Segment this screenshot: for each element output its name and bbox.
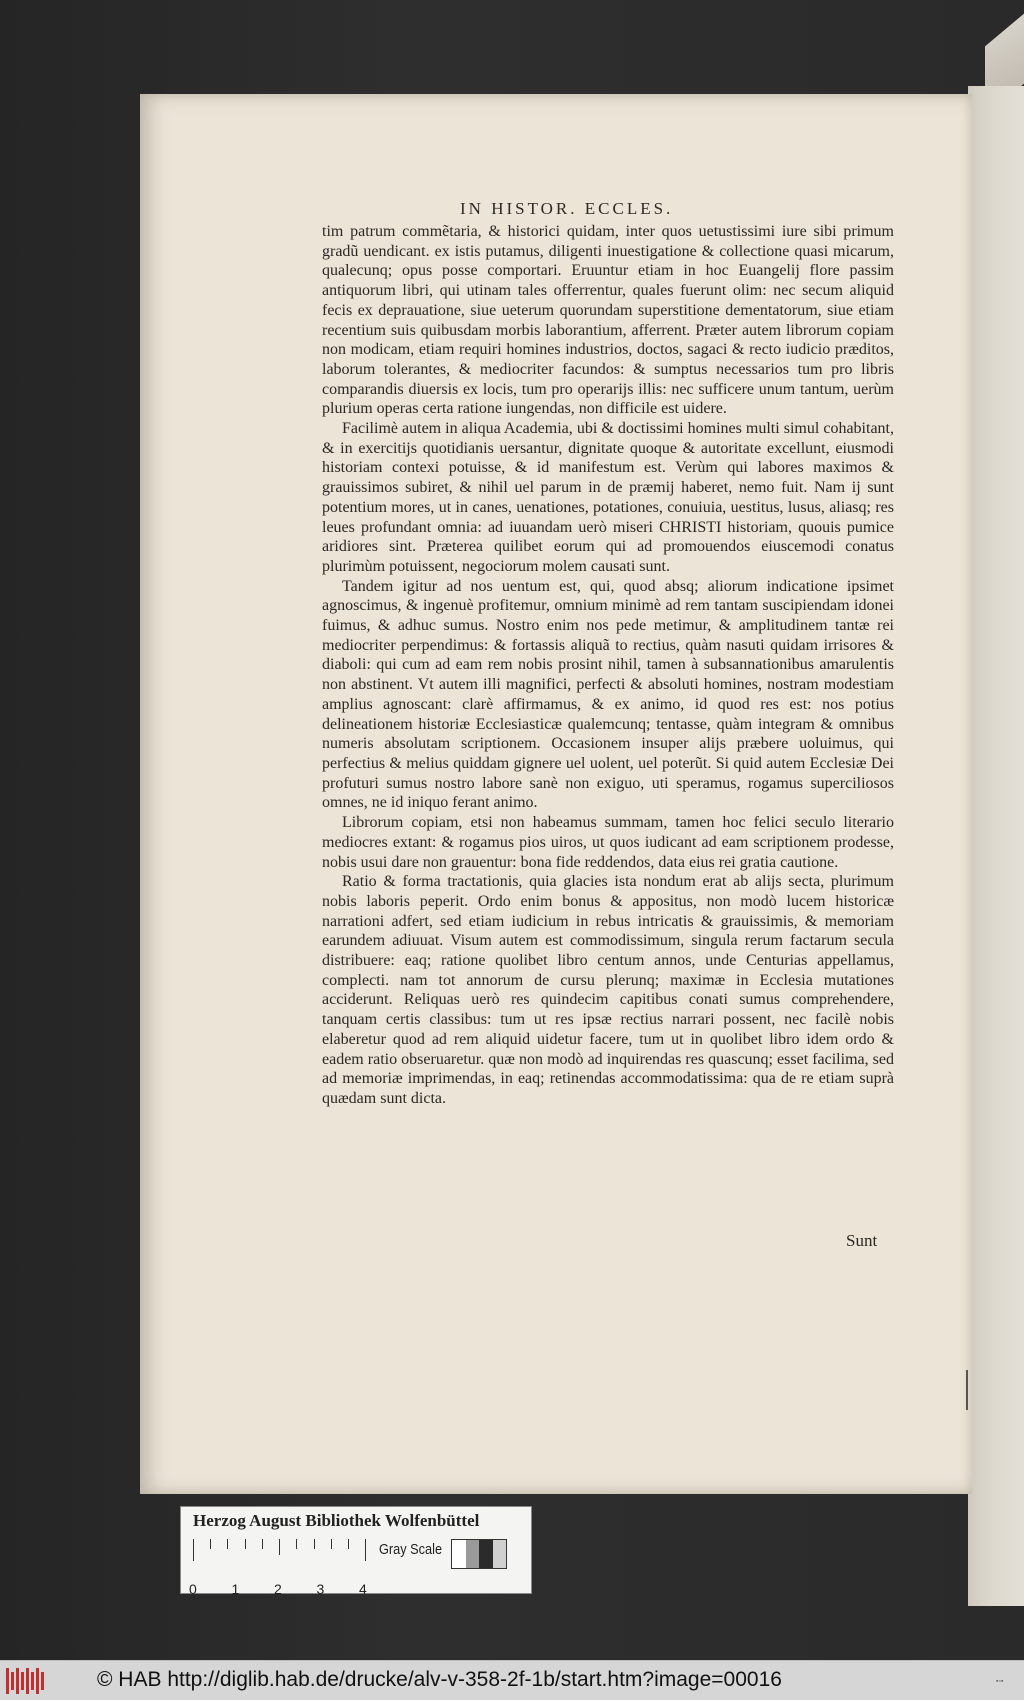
card-title: Herzog August Bibliothek Wolfenbüttel bbox=[193, 1511, 480, 1530]
gray-scale-label: Gray Scale bbox=[379, 1541, 443, 1558]
footer-bar bbox=[0, 1660, 1024, 1700]
next-page-edge bbox=[968, 86, 1024, 1606]
ruler-tick bbox=[262, 1539, 263, 1549]
ruler-number: 2 bbox=[274, 1581, 282, 1597]
ruler-number: 0 bbox=[189, 1581, 197, 1597]
paragraph-1: tim patrum commẽtaria, & historici quidam, inter quos uetustissimi iure sibi primum gradũ uendicant. ex istis putamus, diligenti inuestigatione & collectione quasi micarum, qualecunq; opus posse comportari. Eruuntur etiam in hoc Euangelij flore passim antiquorum libri, qui utinam tales offerrentur, quales fuerunt olim: nec secum aliquid fecis ex deprauatione, siue ueterum quorundam superstitione dementatorum, siue etiam recentium suis quibusdam morbis laborantium, afferrent. Præter autem librorum copiam non modicam, etiam requiri homines industrios, doctos, sagaci & recto iudicio præditos, laborum tolerantes, & mediocriter facundos: & sumptus necessarios tum pro libris comparandis diuersis ex locis, tum pro operarijs illis: nec sufficere unum tantum, uerùm plurium operas certa ratione iungendas, non difficile est uidere. bbox=[322, 223, 894, 418]
ruler-tick bbox=[331, 1539, 332, 1549]
paragraph-3: Tandem igitur ad nos uentum est, qui, quod absq; aliorum indicatione ipsimet agnoscimus, & ingenuè profitemur, omnium minimè ad rem tantam suscipiendam idonei fuimus, & adhuc sumus. Nostro enim nos pede metimur, & amplitudinem tantæ rei mediocriter perpendimus: & fortassis aliquã to rectius, quàm nasuti quidam irrisores & diaboli: qui cum ad eam rem nobis prosint nihil, tamen à subsannationibus amarulentis non abstinent. Vt autem illi magnifici, perfecti & absoluti homines, nostram modestiam amplius agnoscant: clarè affirmamus, & ex animo, id quod res est: nos potius delineationem historiæ Ecclesiasticæ qualemcunq; tentasse, quàm integram & omnibus numeris absolutam scriptionem. Occasionem insuper alijs præbere uoluimus, qui perfectius & melius quiddam gignere uel uolent, uel poterũt. Si quid autem Ecclesiæ Dei profuturi sumus nostro labore sanè non exiguo, uti speramus, rogamus superciliosos omnes, ne id iniquo ferant animo. bbox=[322, 577, 894, 812]
running-head: IN HISTOR. ECCLES. bbox=[460, 199, 674, 218]
ruler-number: 1 bbox=[231, 1581, 240, 1597]
ruler-tick bbox=[193, 1539, 194, 1561]
logo-bar bbox=[21, 1672, 24, 1690]
ruler-tick bbox=[296, 1539, 297, 1549]
color-reference-card bbox=[180, 1506, 532, 1597]
body-text bbox=[322, 222, 894, 1109]
paragraph-5: Ratio & forma tractationis, quia glacies ista nondum erat ab alijs secta, plurimum nobis laboris peperit. Ordo enim bonus & appositus, non modò lucem historicæ narrationi adfert, sed etiam iudicium in rebus intricatis & grauissimis, & memoriam earundem adiuuat. Visum autem est commodissimum, singula rerum factarum secula distribuere: eaq; ratione quolibet libro centum annos, unde Centurias appellamus, complecti. nam tot annorum de cursu plerunq; maximæ in Ecclesia mutationes acciderunt. Reliquas uerò res quindecim capitibus conati sumus comprehendere, tanquam certis classibus: tum ut res ipsæ rectius narrari possent, nec facilè nobis elaberetur quod ad rem aliquid uidetur facere, tum ut in quolibet libro idem ordo & eadem ratio obseruaretur. quæ non modò ad inquirendas res quascunq; esset facilima, sed ad memoriæ imprimendas, in eaq; retinendas accommodatissima: qua de re etiam suprà quædam sunt dicta. bbox=[322, 873, 894, 1107]
logo-bar bbox=[36, 1668, 39, 1694]
gray-swatch bbox=[479, 1540, 493, 1568]
ruler-tick bbox=[314, 1539, 315, 1549]
gray-scale-swatches bbox=[451, 1539, 507, 1569]
catchword: Sunt bbox=[846, 1231, 878, 1250]
logo-bar bbox=[41, 1672, 44, 1690]
gray-swatch bbox=[493, 1540, 507, 1568]
ruler-number: 4 bbox=[359, 1581, 367, 1597]
logo-bar bbox=[16, 1668, 19, 1694]
paragraph-4: Librorum copiam, etsi non habeamus summam, tamen hoc felici seculo literario mediocres extant: & rogamus pios uiros, ut quos iudicant ad eam scriptionem prodesse, nobis usui dare non grauentur: bona fide reddendos, data eius rei gratia cautione. bbox=[322, 814, 894, 871]
ruler-tick bbox=[348, 1539, 349, 1549]
paragraph-2: Facilimè autem in aliqua Academia, ubi & doctissimi homines multi simul cohabitant, & in exercitijs quotidianis uersantur, dignitate quoque & autoritate excellunt, eiusmodi historiam contexi potuisse, & id manifestum est. Verùm qui labores maximos & grauissimos subiret, & nihil uel parum in de præmij haberet, nemo fuit. Nam ij sunt potentium mores, ut in canes, uenationes, potationes, conuiuia, uestitus, lusus, aliasq; res leues profundant omnia: ad iuuandam uerò miseri CHRISTI historiam, quouis pumice aridiores sint. Præterea quilibet eorum qui ad promouendos eiuscemodi conatus plurimùm potuissent, negociorum molem causati sunt. bbox=[322, 420, 894, 575]
gray-swatch bbox=[466, 1540, 480, 1568]
page-edge-marks bbox=[966, 1370, 972, 1410]
logo-bar bbox=[31, 1672, 34, 1690]
hab-logo-icon bbox=[6, 1668, 48, 1694]
ruler-tick bbox=[227, 1539, 228, 1549]
ruler-tick bbox=[245, 1539, 246, 1549]
logo-bar bbox=[11, 1672, 14, 1690]
logo-bar bbox=[26, 1668, 29, 1694]
ruler-tick bbox=[279, 1539, 280, 1555]
footer-dots: ▪▫▪ bbox=[996, 1678, 1004, 1685]
logo-bar bbox=[6, 1668, 9, 1694]
ruler-tick bbox=[210, 1539, 211, 1549]
gray-swatch bbox=[452, 1540, 466, 1568]
ruler-number: 3 bbox=[316, 1581, 325, 1597]
footer-copyright-link[interactable]: © HAB http://diglib.hab.de/drucke/alv-v-358-2f-1b/start.htm?image=00016 bbox=[97, 1668, 782, 1691]
ruler-tick bbox=[365, 1539, 366, 1561]
